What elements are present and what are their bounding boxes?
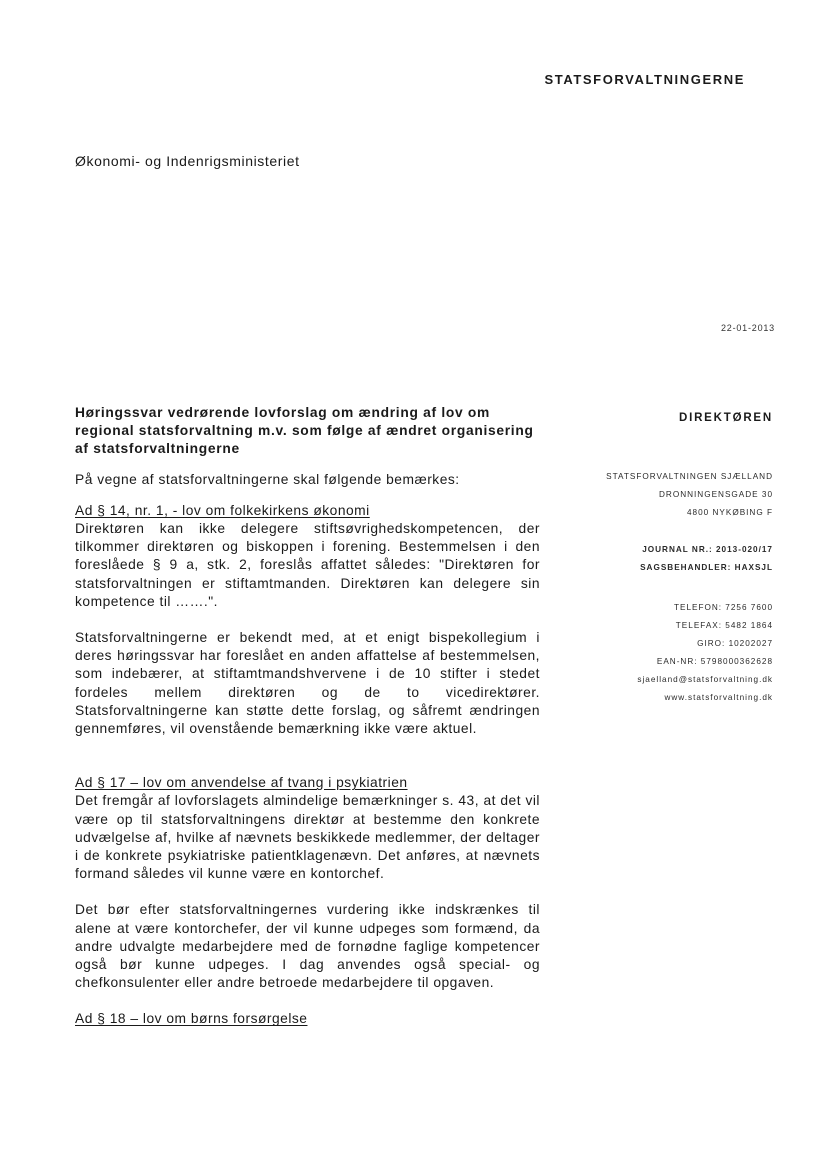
- section-14-paragraph-2: Statsforvaltningerne er bekendt med, at et enigt bispekollegium i deres høringssvar har foreslået en anden affattelse af bestemmelsen, som indebærer, at stiftamtmandshvervene i de 10 stifter i stedet fordeles mellem direktøren og de to vicedirektører. Statsforvaltningerne kan støtte dette forslag, og såfremt ændringen gennemføres, vil ovenstående bemærkning ikke være aktuel.: [75, 630, 540, 737]
- section-heading-18: Ad § 18 – lov om børns forsørgelse: [75, 1011, 308, 1027]
- journal-number: JOURNAL NR.: 2013-020/17: [642, 545, 773, 554]
- email-address: sjaelland@statsforvaltning.dk: [637, 675, 773, 684]
- contact-block: [566, 599, 773, 707]
- reference-block: [566, 541, 773, 577]
- section-17-paragraph-2: Det bør efter statsforvaltningernes vurdering ikke indskrænkes til alene at være kontorchefer, der vil kunne udpeges som formænd, da andre udvalgte medarbejdere med de fornødne faglige kompetencer også bør kunne udpeges. I dag anvendes også special- og chefkonsulenter eller andre betroede medarbejdere til opgaven.: [75, 902, 540, 991]
- giro-number: GIRO: 10202027: [697, 639, 773, 648]
- website: www.statsforvaltning.dk: [664, 693, 773, 702]
- office-name: STATSFORVALTNINGEN SJÆLLAND: [606, 472, 773, 481]
- intro-paragraph: På vegne af statsforvaltningerne skal følgende bemærkes:: [75, 471, 460, 487]
- section-heading-14: Ad § 14, nr. 1, - lov om folkekirkens økonomi: [75, 502, 370, 518]
- street-address: DRONNINGENSGADE 30: [659, 490, 773, 499]
- phone-number: TELEFON: 7256 7600: [673, 603, 773, 612]
- recipient: Økonomi- og Indenrigsministeriet: [75, 153, 300, 169]
- sender-info: [566, 412, 773, 707]
- ean-number: EAN-NR: 5798000362628: [656, 657, 773, 666]
- caseworker: SAGSBEHANDLER: HAXSJL: [640, 563, 773, 572]
- city-address: 4800 NYKØBING F: [687, 508, 773, 517]
- address-block: [566, 468, 773, 522]
- organization-name: STATSFORVALTNINGERNE: [544, 72, 745, 87]
- section-heading-17: Ad § 17 – lov om anvendelse af tvang i psykiatrien: [75, 775, 408, 791]
- letter-body: [75, 404, 540, 1029]
- letter-subject: Høringssvar vedrørende lovforslag om ændring af lov om regional statsforvaltning m.v. som følge af ændret organisering af statsforvaltningerne: [75, 405, 534, 457]
- section-17-paragraph-1: Det fremgår af lovforslagets almindelige bemærkninger s. 43, at det vil være op til statsforvaltningens direktør at bestemme den konkrete udvælgelse af, hvilke af nævnets beskikkede medlemmer, der deltager i de konkrete psykiatriske patientklagenævn. Det anføres, at nævnets formand således vil kunne være en kontorchef.: [75, 793, 540, 882]
- letter-date: 22-01-2013: [720, 323, 775, 333]
- department-title: DIREKTØREN: [678, 412, 773, 424]
- fax-number: TELEFAX: 5482 1864: [675, 621, 773, 630]
- section-14-paragraph-1: Direktøren kan ikke delegere stiftsøvrighedskompetencen, der tilkommer direktøren og biskoppen i forening. Bestemmelsen i den foreslåede § 9 a, stk. 2, foreslås affattet således: "Direktøren for statsforvaltningen er stiftamtmanden. Direktøren kan delegere sin kompetence til …….".: [75, 521, 540, 609]
